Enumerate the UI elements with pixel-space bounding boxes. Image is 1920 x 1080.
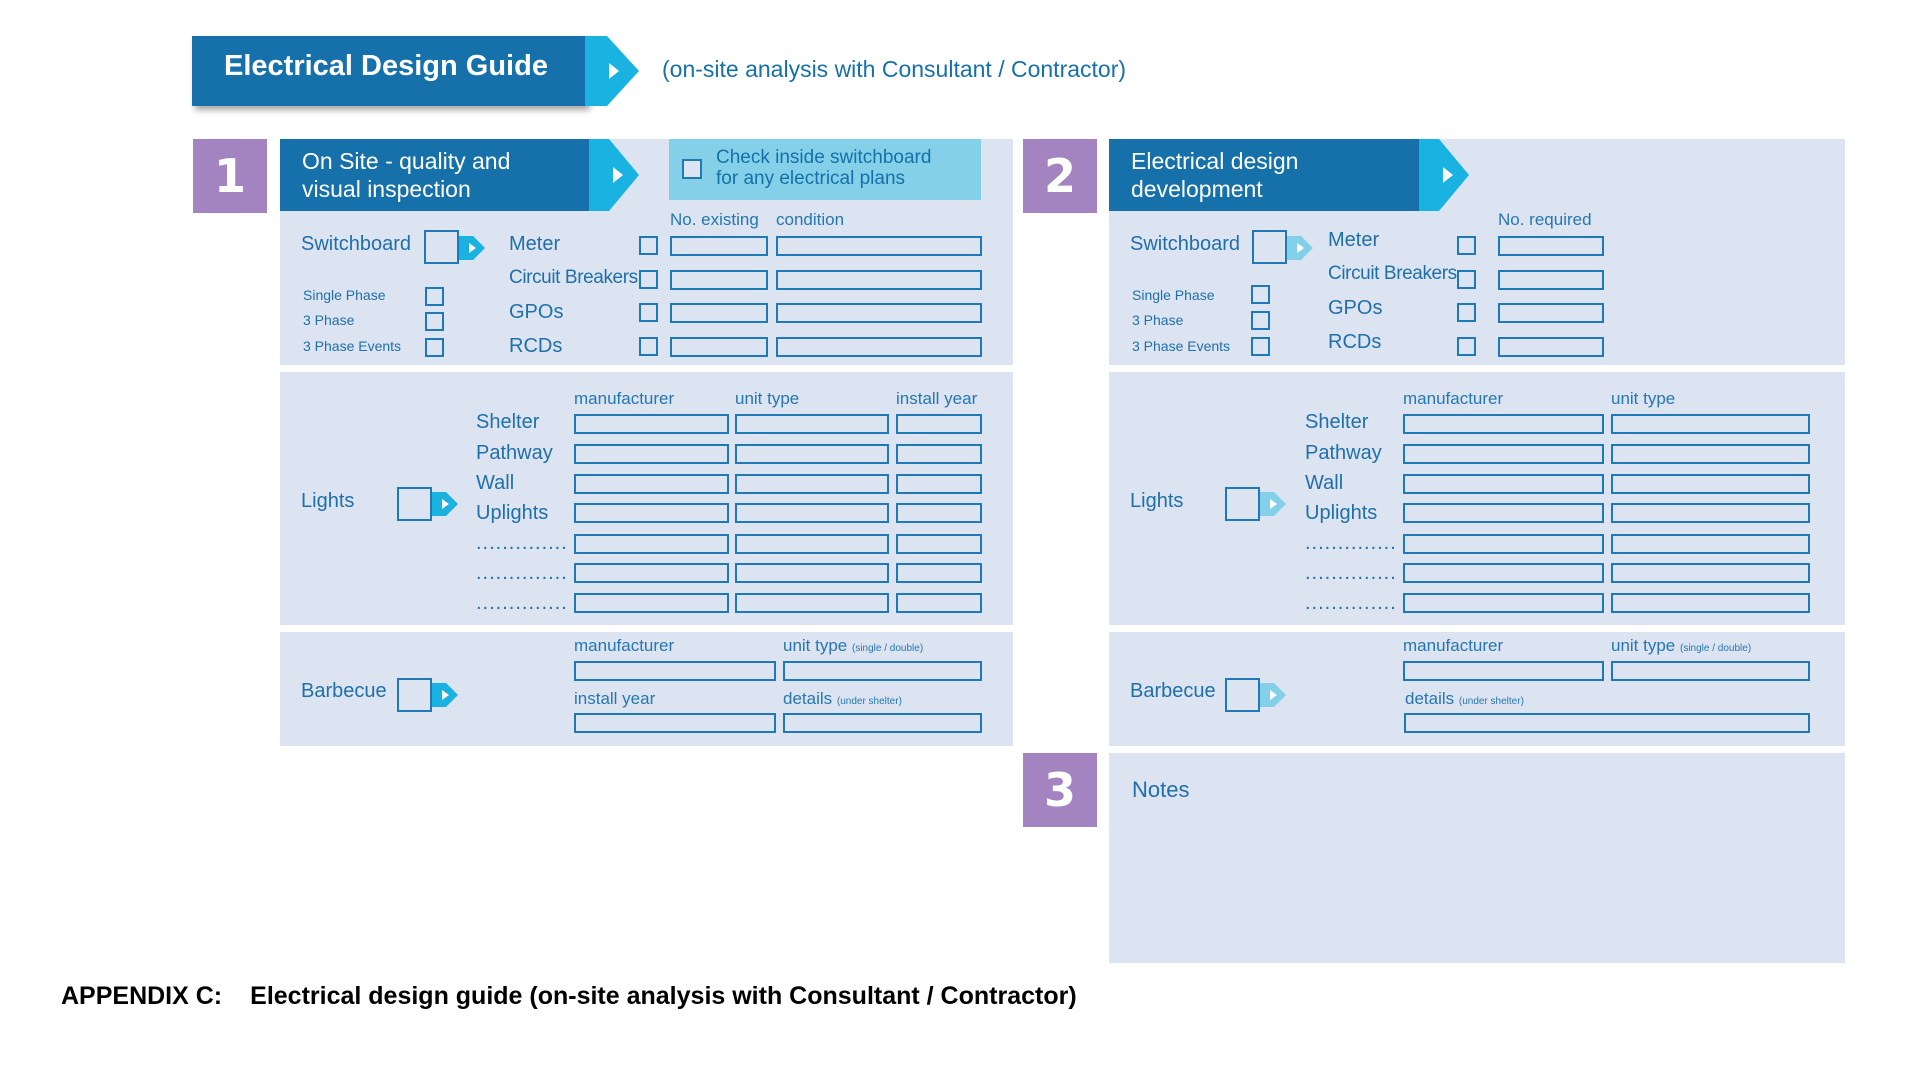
section-1-lights-uplights: Uplights — [476, 502, 549, 524]
section-2-barbecue-label: Barbecue — [1130, 680, 1216, 702]
section-2-phase-three: 3 Phase — [1132, 312, 1184, 328]
check-switchboard-checkbox[interactable] — [682, 159, 702, 179]
section-1-lights-field[interactable] — [896, 534, 982, 554]
title-arrow-icon — [585, 36, 641, 106]
section-2-lights-label: Lights — [1130, 490, 1184, 512]
section-2-number: 2 — [1023, 139, 1097, 213]
section-1-phase-events: 3 Phase Events — [303, 338, 402, 354]
caption-label: APPENDIX C: — [61, 982, 223, 1010]
section-2-gpos-required[interactable] — [1498, 303, 1604, 323]
section-1-bbq-details — [783, 689, 902, 709]
section-2-item-circuit-breakers: Circuit Breakers — [1328, 263, 1457, 284]
section-1-bbq-manufacturer-field[interactable] — [574, 661, 776, 681]
section-1-item-circuit-breakers: Circuit Breakers — [509, 267, 638, 288]
section-2-item-rcds: RCDs — [1328, 331, 1382, 353]
section-1-item-rcds: RCDs — [509, 335, 563, 357]
section-1-header-line2: visual inspection — [302, 176, 471, 202]
section-2-phase-three-checkbox[interactable] — [1251, 311, 1270, 330]
section-1-lights-field[interactable] — [574, 474, 729, 494]
section-1-lights-label: Lights — [301, 490, 355, 512]
section-1-bbq-unit-type-text: unit type — [783, 636, 848, 655]
section-2-lights-uplights: Uplights — [1305, 502, 1378, 524]
section-2-lights-pathway: Pathway — [1305, 442, 1382, 464]
section-1-arrow-icon — [589, 139, 641, 211]
check-switchboard-line1: Check inside switchboard — [716, 147, 932, 168]
section-2-gpos-checkbox[interactable] — [1457, 303, 1476, 322]
section-1-lights-field[interactable] — [896, 414, 982, 434]
section-1-meter-checkbox[interactable] — [639, 236, 658, 255]
section-1-item-gpos: GPOs — [509, 301, 564, 323]
section-2-lights-blank-2: .............. — [1305, 562, 1397, 584]
section-3-notes-panel[interactable] — [1109, 753, 1845, 963]
section-2-bbq-details-text: details — [1405, 689, 1455, 708]
section-1-lights-field[interactable] — [896, 593, 982, 613]
section-2-lights-field[interactable] — [1403, 444, 1604, 464]
title-text: Electrical Design Guide — [224, 50, 548, 82]
section-1-lights-field[interactable] — [735, 474, 889, 494]
section-2-lights-wall: Wall — [1305, 472, 1344, 494]
caption — [61, 982, 1077, 1011]
section-3-notes-label: Notes — [1132, 777, 1190, 802]
section-1-bbq-details-text: details — [783, 689, 833, 708]
section-1-lights-wall: Wall — [476, 472, 515, 494]
section-1-phase-single-checkbox[interactable] — [425, 287, 444, 306]
section-2-phase-events-checkbox[interactable] — [1251, 337, 1270, 356]
title-subtitle: (on-site analysis with Consultant / Contractor) — [662, 56, 1127, 82]
section-2-lights-field[interactable] — [1403, 593, 1604, 613]
section-1-lights-field[interactable] — [735, 563, 889, 583]
section-1-bbq-unit-type-note: (single / double) — [852, 643, 924, 654]
section-2-lights-box[interactable] — [1225, 487, 1260, 521]
section-2-header-line2: development — [1131, 176, 1263, 202]
section-2-lights-blank-1: .............. — [1305, 532, 1397, 554]
section-1-switchboard-box[interactable] — [424, 230, 459, 264]
section-2-bbq-unit-type-text: unit type — [1611, 636, 1676, 655]
section-1-lights-pathway: Pathway — [476, 442, 553, 464]
section-1-lights-field[interactable] — [896, 563, 982, 583]
section-2-lights-col-manufacturer: manufacturer — [1403, 389, 1504, 408]
section-1-bbq-details-note: (under shelter) — [836, 696, 902, 707]
section-2-rcds-required[interactable] — [1498, 337, 1604, 357]
section-1-cb-existing[interactable] — [670, 270, 768, 290]
section-1-lights-blank-1: .............. — [476, 532, 568, 554]
section-1-rcds-existing[interactable] — [670, 337, 768, 357]
section-1-lights-col-unit-type: unit type — [735, 389, 800, 408]
section-2-bbq-manufacturer: manufacturer — [1403, 636, 1504, 655]
section-1-lights-box[interactable] — [397, 487, 432, 521]
section-2-lights-field[interactable] — [1611, 503, 1810, 523]
section-1-lights-field[interactable] — [574, 503, 729, 523]
section-1-lights-field[interactable] — [735, 503, 889, 523]
section-2-lights-col-unit-type: unit type — [1611, 389, 1676, 408]
section-1-col-condition: condition — [776, 210, 845, 229]
section-1-lights-col-manufacturer: manufacturer — [574, 389, 675, 408]
section-1-lights-field[interactable] — [574, 414, 729, 434]
section-1-bbq-install-year: install year — [574, 689, 656, 708]
section-2-bbq-manufacturer-field[interactable] — [1403, 661, 1604, 681]
section-2-item-meter: Meter — [1328, 229, 1380, 251]
section-1-gpos-checkbox[interactable] — [639, 303, 658, 322]
section-1-panel-lights — [280, 372, 1013, 625]
section-1-bbq-install-year-field[interactable] — [574, 713, 776, 733]
section-2-phase-events: 3 Phase Events — [1132, 338, 1231, 354]
section-2-bbq-details-note: (under shelter) — [1458, 696, 1524, 707]
section-2-lights-field[interactable] — [1403, 414, 1604, 434]
section-1-barbecue-label: Barbecue — [301, 680, 387, 702]
section-3-number: 3 — [1023, 753, 1097, 827]
section-2-phase-single-checkbox[interactable] — [1251, 285, 1270, 304]
section-2-item-gpos: GPOs — [1328, 297, 1383, 319]
section-2-lights-field[interactable] — [1611, 563, 1810, 583]
section-1-lights-field[interactable] — [735, 414, 889, 434]
section-1-gpos-existing[interactable] — [670, 303, 768, 323]
section-2-barbecue-arrow-icon — [1260, 680, 1290, 710]
section-2-lights-shelter: Shelter — [1305, 411, 1369, 433]
section-1-lights-field[interactable] — [574, 593, 729, 613]
section-1-lights-field[interactable] — [735, 593, 889, 613]
section-1-lights-field[interactable] — [574, 534, 729, 554]
section-2-lights-field[interactable] — [1403, 563, 1604, 583]
section-2-lights-field[interactable] — [1403, 534, 1604, 554]
section-1-header — [280, 139, 590, 211]
section-1-lights-arrow-icon — [432, 489, 462, 519]
section-2-switchboard-arrow-icon — [1287, 233, 1317, 263]
section-1-lights-field[interactable] — [574, 563, 729, 583]
section-1-bbq-unit-type — [783, 636, 923, 656]
section-1-bbq-details-field[interactable] — [783, 713, 982, 733]
section-1-bbq-manufacturer: manufacturer — [574, 636, 675, 655]
section-2-circuit-breakers-checkbox[interactable] — [1457, 270, 1476, 289]
section-2-header — [1109, 139, 1420, 211]
section-1-phase-events-checkbox[interactable] — [425, 338, 444, 357]
section-2-lights-field[interactable] — [1611, 534, 1810, 554]
section-1-gpos-condition[interactable] — [776, 303, 982, 323]
section-2-cb-required[interactable] — [1498, 270, 1604, 290]
section-2-lights-field[interactable] — [1403, 503, 1604, 523]
section-1-phase-three: 3 Phase — [303, 312, 355, 328]
section-2-lights-field[interactable] — [1611, 593, 1810, 613]
section-2-lights-field[interactable] — [1611, 414, 1810, 434]
section-1-header-line1: On Site - quality and — [302, 148, 511, 174]
section-2-switchboard-label: Switchboard — [1130, 233, 1241, 255]
section-1-circuit-breakers-checkbox[interactable] — [639, 270, 658, 289]
section-1-lights-field[interactable] — [896, 474, 982, 494]
section-1-col-existing: No. existing — [670, 210, 759, 229]
section-2-bbq-details-field[interactable] — [1404, 713, 1810, 733]
section-1-bbq-unit-type-field[interactable] — [783, 661, 982, 681]
section-1-meter-condition[interactable] — [776, 236, 982, 256]
section-1-phase-single: Single Phase — [303, 287, 386, 303]
section-1-lights-field[interactable] — [896, 503, 982, 523]
section-2-lights-field[interactable] — [1403, 474, 1604, 494]
section-2-lights-field[interactable] — [1611, 444, 1810, 464]
section-2-bbq-unit-type-field[interactable] — [1611, 661, 1810, 681]
section-1-lights-field[interactable] — [574, 444, 729, 464]
section-1-lights-blank-2: .............. — [476, 562, 568, 584]
section-2-rcds-checkbox[interactable] — [1457, 337, 1476, 356]
section-2-header-line1: Electrical design — [1131, 148, 1299, 174]
section-2-bbq-unit-type — [1611, 636, 1751, 656]
title-banner — [192, 36, 587, 106]
section-1-rcds-checkbox[interactable] — [639, 337, 658, 356]
section-2-lights-field[interactable] — [1611, 474, 1810, 494]
section-2-arrow-icon — [1419, 139, 1471, 211]
section-1-lights-blank-3: .............. — [476, 592, 568, 614]
section-1-barbecue-box[interactable] — [397, 678, 432, 712]
section-1-rcds-condition[interactable] — [776, 337, 982, 357]
section-1-cb-condition[interactable] — [776, 270, 982, 290]
section-1-meter-existing[interactable] — [670, 236, 768, 256]
section-1-lights-shelter: Shelter — [476, 411, 540, 433]
section-1-phase-three-checkbox[interactable] — [425, 312, 444, 331]
section-2-switchboard-box[interactable] — [1252, 230, 1287, 264]
section-2-lights-blank-3: .............. — [1305, 592, 1397, 614]
caption-text: Electrical design guide (on-site analysis with Consultant / Contractor) — [250, 982, 1077, 1010]
section-2-panel-lights — [1109, 372, 1845, 625]
section-2-barbecue-box[interactable] — [1225, 678, 1260, 712]
section-1-lights-col-install-year: install year — [896, 389, 978, 408]
section-1-barbecue-arrow-icon — [432, 680, 462, 710]
section-2-bbq-details — [1405, 689, 1524, 709]
section-2-meter-required[interactable] — [1498, 236, 1604, 256]
section-2-col-required: No. required — [1498, 210, 1592, 229]
section-2-lights-arrow-icon — [1260, 489, 1290, 519]
section-2-bbq-unit-type-note: (single / double) — [1680, 643, 1752, 654]
section-1-lights-field[interactable] — [896, 444, 982, 464]
section-1-lights-field[interactable] — [735, 444, 889, 464]
check-switchboard-text — [716, 147, 931, 189]
section-2-phase-single: Single Phase — [1132, 287, 1215, 303]
check-switchboard-line2: for any electrical plans — [716, 168, 906, 189]
section-2-meter-checkbox[interactable] — [1457, 236, 1476, 255]
section-1-number: 1 — [193, 139, 267, 213]
section-1-switchboard-label: Switchboard — [301, 233, 412, 255]
section-1-item-meter: Meter — [509, 233, 561, 255]
section-1-lights-field[interactable] — [735, 534, 889, 554]
section-1-switchboard-arrow-icon — [459, 233, 489, 263]
